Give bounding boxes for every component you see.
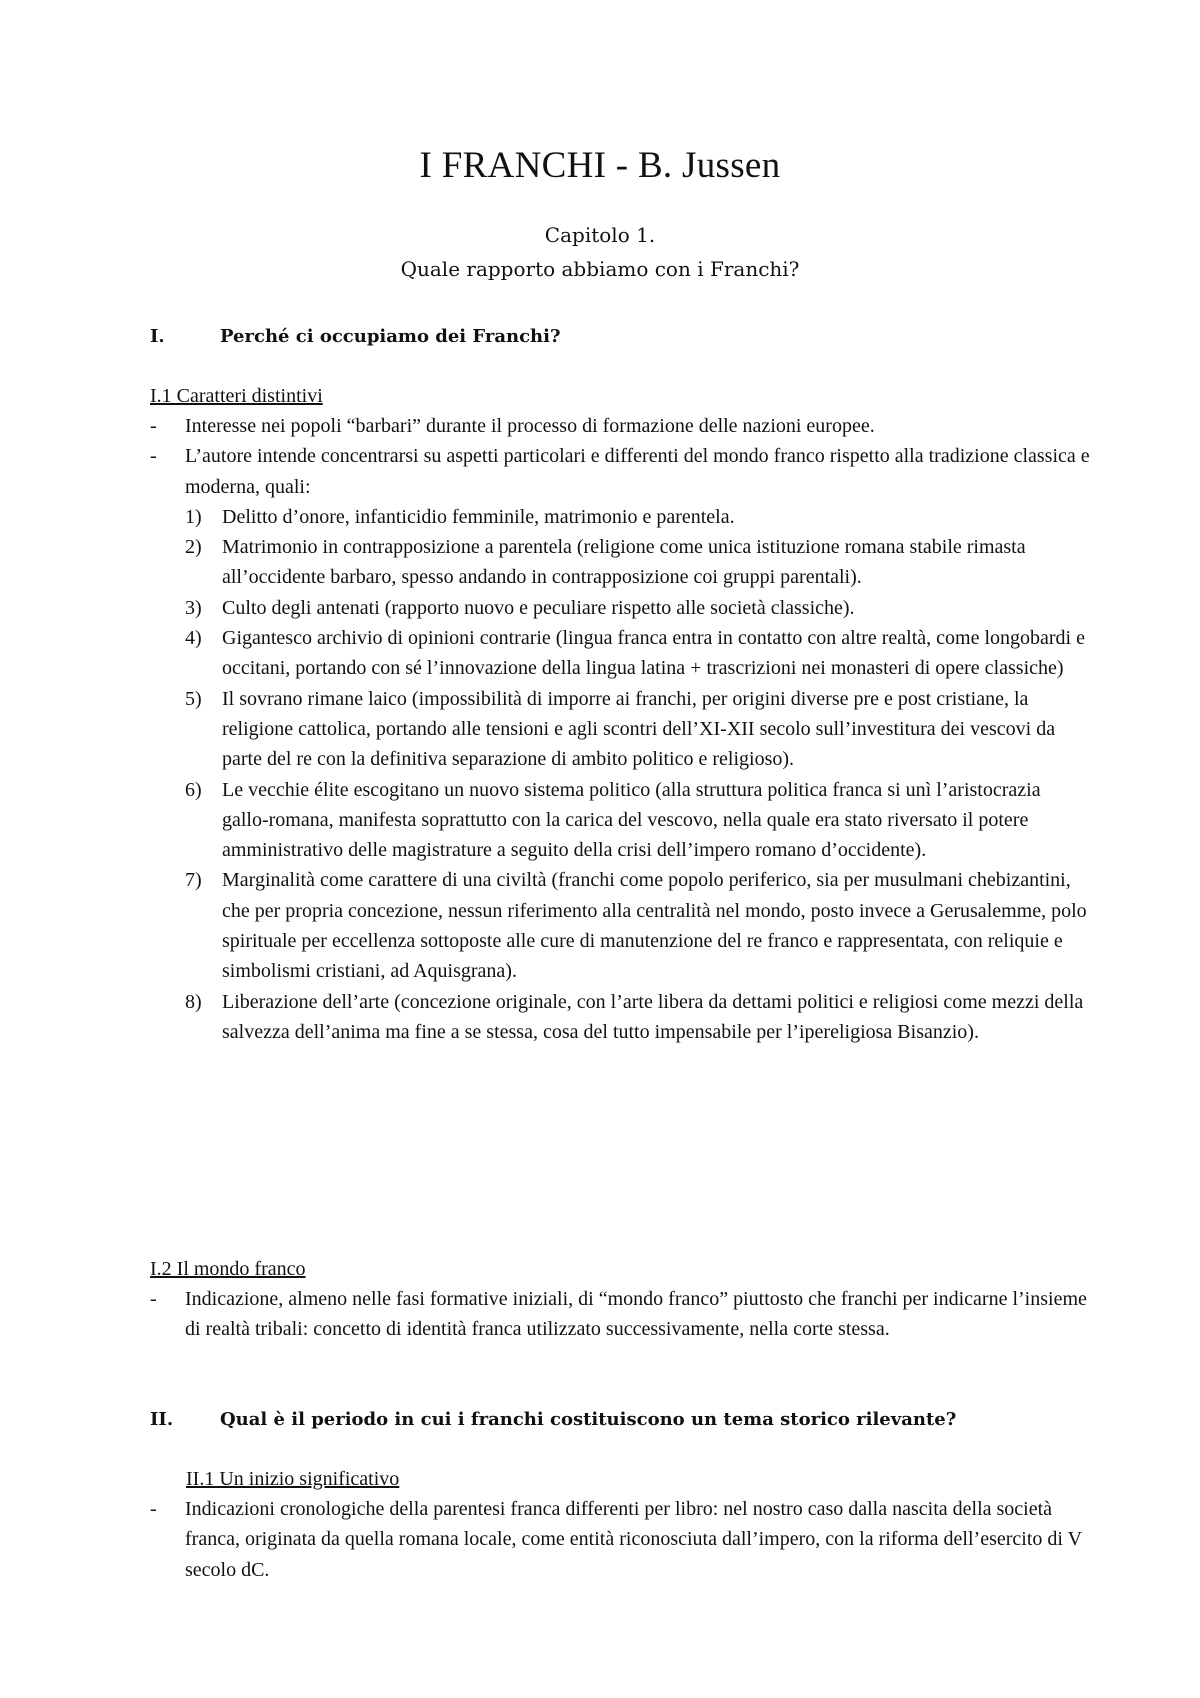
- document-title: I FRANCHI - B. Jussen: [419, 145, 781, 186]
- subsection-2-1-title: II.1 Un inizio significativo: [186, 1468, 400, 1490]
- item-text: Liberazione dell’arte (concezione originale, con l’arte libera da dettami politici e religiosi come mezzi della salvezza dell’anima ma fine a se stessa, cosa del tutto impensabile per l’ipereligiosa Bisanzio).: [222, 990, 1084, 1043]
- item-number: 8): [185, 990, 202, 1013]
- section-2-heading: [150, 1405, 1100, 1435]
- numbered-item-2: [150, 532, 1090, 593]
- item-text: Delitto d’onore, infanticidio femminile, matrimonio e parentela.: [222, 505, 735, 528]
- subsection-1-1-title: I.1 Caratteri distintivi: [150, 385, 323, 407]
- item-text: Matrimonio in contrapposizione a parentela (religione come unica istituzione romana stabile rimasta all’occidente barbaro, spesso andando in contrapposizione coi gruppi parentali).: [222, 536, 1026, 589]
- subsection-1-1-body: [150, 411, 1090, 1047]
- numbered-item-3: [150, 593, 1090, 623]
- subsection-1-2-body: [150, 1284, 1090, 1345]
- list-item: [150, 1494, 1090, 1585]
- bullet-text: L’autore intende concentrarsi su aspetti particolari e differenti del mondo franco rispetto alla tradizione classica e moderna, quali:: [185, 445, 1090, 498]
- chapter-label: Capitolo 1.: [544, 223, 656, 247]
- subsection-1-2-title: I.2 Il mondo franco: [150, 1258, 306, 1280]
- item-text: Culto degli antenati (rapporto nuovo e peculiare rispetto alle società classiche).: [222, 596, 855, 619]
- bullet-text: Indicazioni cronologiche della parentesi franca differenti per libro: nel nostro caso dalla nascita della società franca, originata da quella romana locale, come entità riconosciuta dall’impero, con la riforma dell’esercito di V secolo dC.: [185, 1498, 1082, 1581]
- section-1-number: I.: [150, 326, 165, 347]
- subsection-2-1-body: [150, 1494, 1090, 1585]
- item-text: Il sovrano rimane laico (impossibilità di imporre ai franchi, per origini diverse pre e post cristiane, la religione cattolica, portando alle tensioni e agli scontri dell’XI-XII secolo sull’investitura dei vescovi da parte del re con la definitiva separazione di ambito politico e religioso).: [222, 687, 1056, 771]
- item-number: 2): [185, 536, 202, 559]
- dash-marker: -: [150, 1498, 157, 1520]
- item-text: Gigantesco archivio di opinioni contrarie (lingua franca entra in contatto con altre realtà, come longobardi e occitani, portando con sé l’innovazione della lingua latina + trascrizioni nei monasteri di opere classiche): [222, 627, 1085, 680]
- bullet-text: Interesse nei popoli “barbari” durante il processo di formazione delle nazioni europee.: [185, 415, 875, 437]
- numbered-list: [150, 502, 1090, 1047]
- item-text: Marginalità come carattere di una civiltà (franchi come popolo periferico, sia per musulmani chebizantini, che per propria concezione, nessun riferimento alla centralità nel mondo, posto invece a Gerusalemme, polo spirituale per eccellenza sottoposte alle cure di manutenzione del re franco e rappresentata, con reliquie e simbolismi cristiani, ad Aquisgrana).: [222, 869, 1087, 983]
- numbered-item-5: [150, 684, 1090, 775]
- item-number: 4): [185, 627, 202, 650]
- dash-marker: -: [150, 1288, 157, 1310]
- bullet-text: Indicazione, almeno nelle fasi formative iniziali, di “mondo franco” piuttosto che franchi per indicarne l’insieme di realtà tribali: concetto di identità franca utilizzato successivamente, nella corte stessa.: [185, 1288, 1087, 1341]
- section-1-title: Perché ci occupiamo dei Franchi?: [220, 326, 561, 347]
- dash-marker: -: [150, 445, 157, 468]
- item-number: 5): [185, 687, 202, 710]
- item-text: Le vecchie élite escogitano un nuovo sistema politico (alla struttura politica franca si unì l’aristocrazia gallo-romana, manifesta soprattutto con la carica del vescovo, nella quale era stato riversato il potere amministrativo delle magistrature a seguito della crisi dell’impero romano d’occidente).: [222, 778, 1041, 862]
- numbered-item-8: [150, 987, 1090, 1048]
- chapter-question: Quale rapporto abbiamo con i Franchi?: [400, 257, 800, 281]
- item-number: 7): [185, 869, 202, 892]
- list-item: [150, 441, 1090, 502]
- numbered-item-1: [150, 502, 1090, 532]
- item-number: 6): [185, 778, 202, 801]
- item-number: 3): [185, 596, 202, 619]
- chapter-header: [0, 218, 1200, 286]
- section-2-number: II.: [150, 1409, 174, 1430]
- numbered-item-7: [150, 865, 1090, 986]
- section-2-title: Qual è il periodo in cui i franchi costituiscono un tema storico rilevante?: [220, 1409, 957, 1430]
- section-1-heading: [150, 322, 1050, 352]
- list-item: [150, 411, 1090, 441]
- dash-marker: -: [150, 415, 157, 437]
- item-number: 1): [185, 505, 202, 528]
- numbered-item-6: [150, 775, 1090, 866]
- numbered-item-4: [150, 623, 1090, 684]
- list-item: [150, 1284, 1090, 1345]
